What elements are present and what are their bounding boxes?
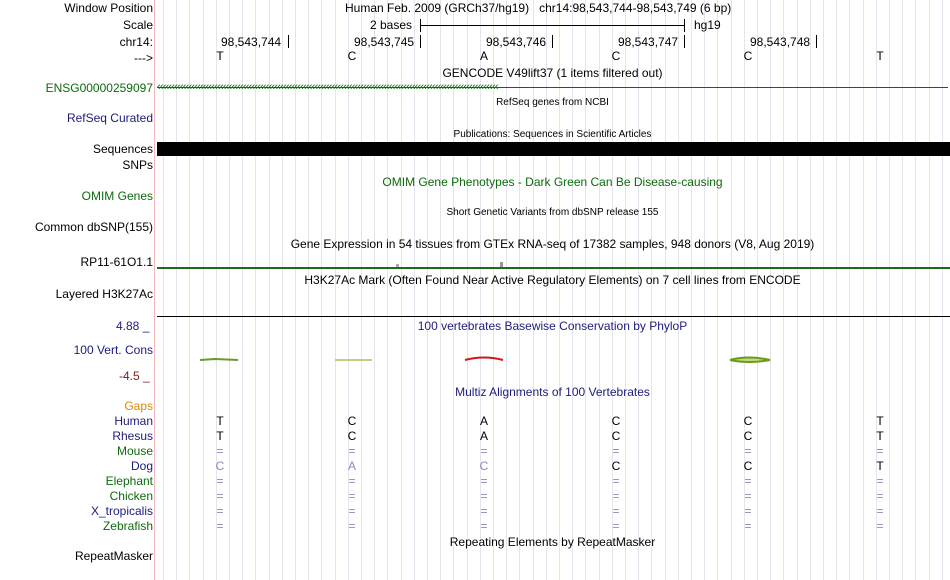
gtex-track-label[interactable]: RP11-61O1.1 [80,255,153,269]
alignment-base: = [744,519,752,533]
alignment-base: C [743,414,753,428]
strand-label: ---> [134,51,153,65]
gene-strand-arrows: ‹‹‹‹‹‹‹‹‹‹‹‹‹‹‹‹‹‹‹‹‹‹‹‹‹‹‹‹‹‹‹‹‹‹‹‹‹‹‹‹‹‹‹‹‹‹‹‹‹‹‹‹‹‹‹‹‹‹‹‹‹‹‹‹‹‹‹‹‹‹‹‹‹‹‹‹‹‹‹‹‹‹‹‹‹‹‹‹‹‹‹‹‹‹‹‹‹‹‹‹‹‹‹‹‹‹‹‹‹‹‹‹‹‹‹‹‹‹‹ [157,81,498,93]
alignment-base: T [216,414,224,428]
omim-track-title[interactable]: OMIM Gene Phenotypes - Dark Green Can Be Disease-causing [382,175,723,189]
ref-base: C [611,49,621,63]
alignment-base: = [480,474,488,488]
alignment-base: = [480,489,488,503]
phylop-peak [200,359,238,360]
alignment-base: = [348,519,356,533]
alignment-base: = [876,444,884,458]
gaps-label: Gaps [124,399,153,413]
alignment-base: = [216,519,224,533]
alignment-base: C [215,459,225,473]
alignment-base: = [612,489,620,503]
species-label: Elephant [105,474,153,488]
alignment-base: = [216,504,224,518]
species-label: X_tropicalis [90,504,153,518]
ref-base: C [347,49,357,63]
gtex-track-title[interactable]: Gene Expression in 54 tissues from GTEx RNA-seq of 17382 samples, 948 donors (V8, Aug 2019) [290,237,815,251]
h3k27ac-track-label[interactable]: Layered H3K27Ac [55,287,153,301]
scale-label: Scale [122,18,153,32]
alignment-base: T [876,414,884,428]
window-position-value: Human Feb. 2009 (GRCh37/hg19) chr14:98,543,744-98,543,749 (6 bp) [345,1,732,15]
gencode-track-label[interactable]: ENSG00000259097 [45,81,153,95]
alignment-base: = [612,444,620,458]
multiz-track-title[interactable]: Multiz Alignments of 100 Vertebrates [455,385,650,399]
alignment-base: C [611,429,621,443]
phylop-track-title[interactable]: 100 vertebrates Basewise Conservation by PhyloP [417,319,688,333]
dbsnp-track-title[interactable]: Short Genetic Variants from dbSNP release 155 [446,207,659,218]
position-4: 98,543,747 [618,35,679,49]
alignment-base: T [876,459,884,473]
gtex-tick [396,264,399,267]
alignment-base: = [216,474,224,488]
alignment-base: = [876,474,884,488]
alignment-base: = [612,504,620,518]
species-label: Human [114,414,153,428]
repeatmasker-track-label[interactable]: RepeatMasker [74,549,153,563]
gtex-tick [500,262,503,267]
alignment-base: = [216,489,224,503]
position-3: 98,543,746 [486,35,547,49]
alignment-base: = [348,444,356,458]
scale-assembly: hg19 [694,18,721,32]
refseq-track-title[interactable]: RefSeq genes from NCBI [496,97,609,108]
position-tick-3 [552,35,553,48]
snps-track-label[interactable]: SNPs [122,158,153,172]
publications-feature-bar[interactable] [157,142,950,156]
dbsnp-track-label[interactable]: Common dbSNP(155) [34,220,153,234]
label-divider [154,0,155,580]
refseq-track-label[interactable]: RefSeq Curated [66,111,153,125]
phylop-max-value: 4.88 _ [116,319,150,333]
species-label: Dog [130,459,153,473]
alignment-base: = [480,444,488,458]
ref-base: A [479,49,488,63]
position-1: 98,543,744 [221,35,282,49]
alignment-base: = [612,474,620,488]
position-2: 98,543,745 [354,35,415,49]
species-label: Rhesus [112,429,153,443]
ref-base: T [216,49,224,63]
alignment-base: = [876,519,884,533]
phylop-conservation-plot [0,350,950,370]
alignment-base: T [216,429,224,443]
alignment-base: = [348,474,356,488]
h3k27ac-track-title[interactable]: H3K27Ac Mark (Often Found Near Active Regulatory Elements) on 7 cell lines from ENCODE [304,273,801,287]
species-label: Chicken [109,489,153,503]
phylop-peak [465,358,503,361]
alignment-base: T [876,429,884,443]
alignment-base: C [347,414,357,428]
alignment-base: = [348,489,356,503]
alignment-base: = [216,444,224,458]
publications-track-title[interactable]: Publications: Sequences in Scientific Articles [453,129,652,140]
position-tick-5 [816,35,817,48]
phylop-track-label[interactable]: 100 Vert. Cons [73,343,153,357]
alignment-base: = [744,489,752,503]
window-position-label: Window Position [64,1,153,15]
alignment-base: C [347,429,357,443]
h3k27ac-baseline [157,316,950,317]
alignment-base: A [479,429,488,443]
alignment-base: C [743,459,753,473]
alignment-base: = [744,474,752,488]
alignment-base: = [480,519,488,533]
alignment-base: = [744,504,752,518]
alignment-base: = [744,444,752,458]
alignment-base: C [743,429,753,443]
species-label: Mouse [116,444,153,458]
scale-value: 2 bases [370,18,413,32]
alignment-base: = [876,504,884,518]
ref-base: T [876,49,884,63]
alignment-base: C [611,414,621,428]
alignment-base: = [348,504,356,518]
chrom-label: chr14: [119,35,153,49]
ref-base: C [743,49,753,63]
position-tick-2 [420,35,421,48]
gtex-gene-line[interactable] [157,267,950,269]
scale-bar [420,19,685,32]
alignment-base: C [479,459,489,473]
publications-track-label[interactable]: Sequences [92,142,153,156]
repeatmasker-track-title[interactable]: Repeating Elements by RepeatMasker [449,535,656,549]
phylop-min-value: -4.5 _ [119,369,150,383]
species-label: Zebrafish [102,519,153,533]
alignment-base: = [876,489,884,503]
position-5: 98,543,748 [750,35,811,49]
alignment-base: A [479,414,488,428]
alignment-base: C [611,459,621,473]
alignment-base: = [612,519,620,533]
phylop-peak [730,358,770,363]
position-tick-1 [288,35,289,48]
gencode-track-title[interactable]: GENCODE V49lift37 (1 items filtered out) [442,66,663,80]
alignment-base: = [480,504,488,518]
position-tick-4 [684,35,685,48]
alignment-base: A [347,459,356,473]
omim-track-label[interactable]: OMIM Genes [81,189,153,203]
